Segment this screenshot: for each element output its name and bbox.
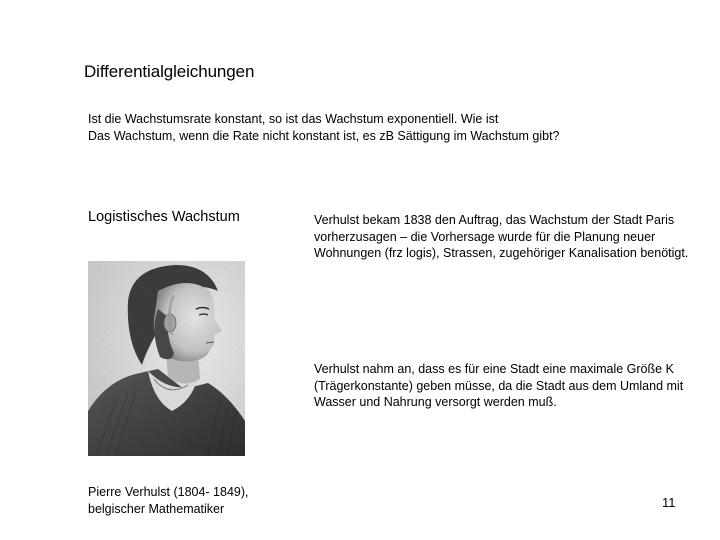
intro-text xyxy=(88,111,688,145)
section-heading: Logistisches Wachstum xyxy=(88,209,240,225)
portrait-caption xyxy=(88,484,249,518)
intro-line: Ist die Wachstumsrate konstant, so ist das Wachstum exponentiell. Wie ist xyxy=(88,112,499,126)
portrait-image xyxy=(88,261,245,456)
intro-line: Das Wachstum, wenn die Rate nicht konstant ist, es zB Sättigung im Wachstum gibt? xyxy=(88,129,560,143)
slide-title: Differentialgleichungen xyxy=(84,62,255,81)
paragraph-assignment: Verhulst bekam 1838 den Auftrag, das Wachstum der Stadt Paris vorherzusagen – die Vorhersage wurde für die Planung neuer Wohnungen (frz logis), Strassen, zugehöriger Kanalisation benötigt. xyxy=(314,213,689,260)
caption-line: Pierre Verhulst (1804- 1849), xyxy=(88,485,249,499)
paragraph-assumption: Verhulst nahm an, dass es für eine Stadt eine maximale Größe K (Trägerkonstante) geben müsse, da die Stadt aus dem Umland mit Wasser und Nahrung versorgt werden muß. xyxy=(314,362,684,409)
caption-line: belgischer Mathematiker xyxy=(88,502,225,516)
page-number: 11 xyxy=(662,495,676,510)
